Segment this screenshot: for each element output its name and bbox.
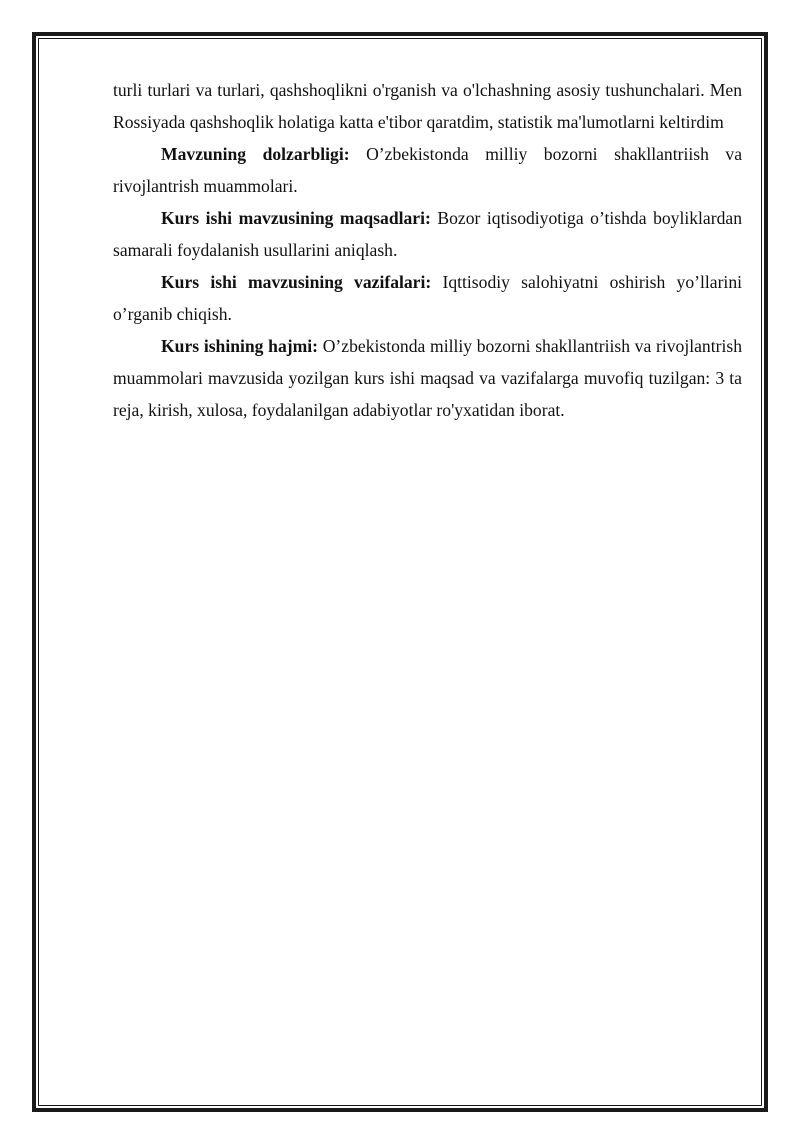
goals-label: Kurs ishi mavzusining maqsadlari:: [161, 208, 431, 228]
scope-label: Kurs ishining hajmi:: [161, 336, 319, 356]
relevance-label: Mavzuning dolzarbligi:: [161, 144, 350, 164]
tasks-label: Kurs ishi mavzusining vazifalari:: [161, 272, 432, 292]
document-body: [113, 74, 742, 426]
tasks-text: Iqttisodiy salohiyatni oshirish yo’llarini o’rganib chiqish.: [113, 272, 743, 324]
intro-paragraph: turli turlari va turlari, qashshoqlikni o'rganish va o'lchashning asosiy tushunchalari. Men Rossiyada qashshoqlik holatiga katta e'tibor qaratdim, statistik ma'lumotlarni keltirdim: [113, 80, 742, 132]
scope-paragraph: [113, 330, 742, 426]
goals-paragraph: [113, 202, 742, 266]
relevance-paragraph: [113, 138, 742, 202]
scope-text: O’zbekistonda milliy bozorni shakllantriish va rivojlantrish muammolari mavzusida yozilgan kurs ishi maqsad va vazifalarga muvofiq tuzilgan: 3 ta reja, kirish, xulosa, foydalanilgan adabiyotlar ro'yxatidan iborat.: [113, 336, 742, 420]
tasks-paragraph: [113, 266, 742, 330]
relevance-text: O’zbekistonda milliy bozorni shakllantriish va rivojlantrish muammolari.: [113, 144, 743, 196]
goals-text: Bozor iqtisodiyotiga o’tishda boyliklardan samarali foydalanish usullarini aniqlash.: [113, 208, 742, 260]
